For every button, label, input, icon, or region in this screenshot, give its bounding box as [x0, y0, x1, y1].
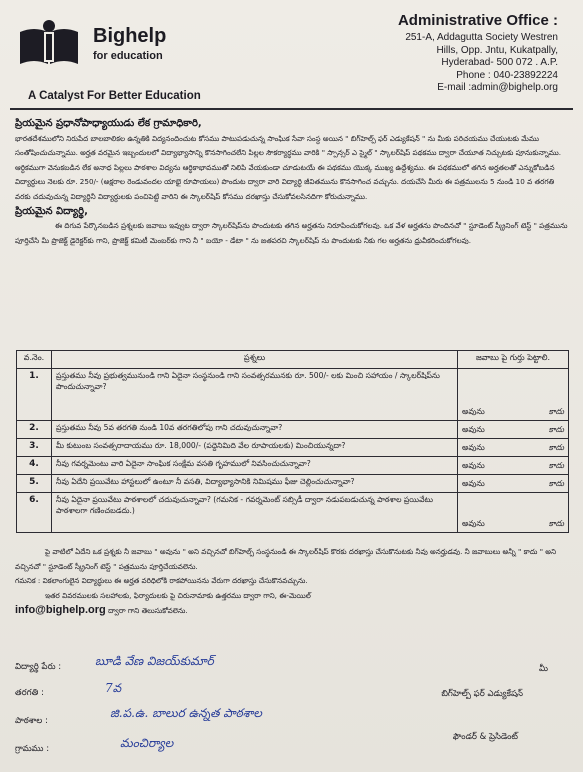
village-field[interactable]: మంచిర్యాల [120, 736, 174, 750]
row-answer [458, 493, 569, 533]
row-number: 3. [17, 439, 52, 457]
row-question: నీవు ఏదైనా ప్రయివేటు పాఠశాలలో చదువుచున్నావా? (గమనిక - గవర్నమెంట్ సబ్సిడీ ద్వారా నడుపబడుచున్న పాఠశాల ప్రయివేటు పాఠశాలగా గణించబడదు.) [52, 493, 458, 533]
contact-note: ఇతర వివరములకు సలహాలకు, ఫిర్యాదులకు పై చిరునామాకు ఉత్తరము ద్వారా గాని, ఈ-మెయిల్ [45, 590, 311, 600]
table-row [17, 369, 569, 421]
address-line: Hills, Opp. Jntu, Kukatpally, [436, 44, 558, 56]
yes-option[interactable]: అవును [462, 425, 485, 434]
brand-block [93, 26, 166, 62]
bighelp-logo-icon [18, 18, 80, 70]
row-number: 5. [17, 475, 52, 493]
table-row [17, 475, 569, 493]
student-name-label: విద్యార్థి పేరు : [15, 662, 62, 672]
student-name-field[interactable]: బూడి వేణ విజయ్‌కుమార్ [95, 654, 214, 668]
intro-body: భారతదేశములోని నిరుపేద బాలబాలికల ఉన్నతికి విద్యనందించుట కోసము పాటుపడుచున్న సాంఘిక సేవా సంస్థ అయిన " బిగ్‌హెల్ప్ ఫర్ ఎడ్యుకేషన్ " ను మీకు పరిచయము చేయుటకు మేము సంతోషించుచున్నాము. అర్హత వరమైన ఇబ్బందులలో విద్యాభ్యాసాన్ని కొనసాగించలేని పిల్లల సౌకర్యార్థము వారికి " స్పాన్సర్ ఎ స్మైల్ " స్కాలర్‌షిప్ పథకము ద్వారా చేయూత నిచ్చుటకు పూనుకున్నాము. ఆర్థికముగా వెనుకబడిన లేక అనాధ పిల్లలు పాఠశాల విద్యను ఆర్థికాభావముతో నిలిపి వేయకుండా చూడుటయే ఈ పథకము యొక్క ముఖ్య ఉద్దేశ్యము. ఈ పథకములో తగిన అర్హతలతో ఎన్నుకోబడిన విద్యార్థులు నెలకు రూ. 250/- (అక్షరాల రెండువందల యాభై రూపాయలు) పొందుట ద్వారా వారి విద్యార్థి జీవితమును కొనసాగించ వచ్చును. దయచేసి మీరు ఈ పత్రములను 5 నుండి 10 వ తరగతి వరకు చదువుచున్న విద్యార్థినీ విద్యార్థులకు పంచిపెట్టి వారిని ఈ స్కాలర్‌షిప్ కోసము దరఖాస్తు చేసుకోవలసినదిగా కోరుచున్నాము. [15, 133, 562, 201]
row-question: ప్రస్తుతము నీవు ప్రభుత్వమునుండి గాని ఏదైనా సంస్థనుండి గాని సంవత్సరమునకు రూ. 500/- లకు మించి సహాయం / స్కాలర్‌షిప్‌ను పొందుచున్నావా? [52, 369, 458, 421]
email-line: E-mail :admin@bighelp.org [437, 82, 558, 93]
address-line: Hyderabad- 500 072 . A.P. [441, 57, 558, 68]
table-row [17, 457, 569, 475]
yes-option[interactable]: అవును [462, 461, 485, 470]
signature-org: బిగ్‌హెల్ప్ ఫర్ ఎడ్యుకేషన్ [441, 689, 523, 699]
instruction-text: ఈ దిగువ పేర్కొనబడిన ప్రశ్నలకు జవాబు ఇవ్వుట ద్వారా స్కాలర్‌షిప్‌ను పొందుటకు తగిన అర్హతను నిరూపించుకోగలవు. ఒక వేళ అర్హతను పొందినచో " స్టూడెంట్ స్క్రీనింగ్ టెస్ట్ " పత్రమును పూర్తిచేసి మీ ప్రొజెక్ట్ డైరెక్టర్‌కు గాని, ప్రొజెక్ట్ కమిటీ మెంబర్‌కు గాని నీ " బయో - డేటా " ను జతపరచి స్కాలర్‌షిప్ ను పొందుటకు నీకు గల అర్హతను ధ్రువీకరించుకోగలవు. [15, 221, 568, 245]
row-answer [458, 439, 569, 457]
class-field[interactable]: 7వ [105, 681, 122, 695]
row-question: ప్రస్తుతము నీవు 5వ తరగతి నుండి 10వ తరగతిలోపు గాని చదువుచున్నావా? [52, 421, 458, 439]
village-label: గ్రామము : [15, 744, 50, 754]
tagline: A Catalyst For Better Education [28, 90, 201, 102]
address-line: 251-A, Addagutta Society Westren [405, 32, 558, 43]
notes-section [15, 545, 571, 619]
table-row [17, 421, 569, 439]
email-tail: ద్వారా గాని తెలుసుకోవలెను. [108, 606, 188, 616]
no-option[interactable]: కాదు [548, 425, 564, 434]
col-answer-header: జవాబు పై గుర్తు పెట్టాలి. [458, 351, 569, 369]
table-row [17, 439, 569, 457]
col-number-header: వ.నెం. [17, 351, 52, 369]
eligibility-note: పై వాటిలో ఏదేని ఒక ప్రశ్నకు నీ జవాబు " అవును " అని వచ్చినచో బిగ్‌హెల్ప్ సంస్థనుండి ఈ స్కాలర్‌షిప్ కొరకు దరఖాస్తు చేసుకొనుటకు నీవు అనర్హుడవు. నీ జవాబులు అన్నీ " కాదు " అని వచ్చినచో " స్టూడెంట్ స్క్రీనింగ్ టెస్ట్ " పత్రమును పూర్తిచేయవలెను. [15, 547, 557, 571]
row-answer [458, 457, 569, 475]
row-answer [458, 475, 569, 493]
row-number: 4. [17, 457, 52, 475]
signature-salutation: మీ [539, 664, 548, 674]
row-number: 1. [17, 369, 52, 421]
brand-subtitle: for education [93, 50, 163, 62]
disability-note: గమనిక : వికలాంగులైన విద్యార్థులు ఈ అర్హత వరిధిలోకి రాకపోయినను వేరుగా దరఖాస్తు చేసుకొనవచ్చును. [15, 576, 308, 586]
no-option[interactable]: కాదు [548, 479, 564, 488]
no-option[interactable]: కాదు [548, 443, 564, 452]
student-greeting: ప్రియమైన విద్యార్థి, [15, 205, 88, 217]
row-answer [458, 421, 569, 439]
no-option[interactable]: కాదు [548, 407, 564, 416]
no-option[interactable]: కాదు [548, 519, 564, 528]
header-divider [10, 108, 573, 110]
yes-option[interactable]: అవును [462, 479, 485, 488]
intro-section [15, 117, 571, 248]
no-option[interactable]: కాదు [548, 461, 564, 470]
row-answer [458, 369, 569, 421]
row-question: మీ కుటుంబ సంవత్సరాదాయము రూ. 18,000/- (పద్దెనిమిది వేల రూపాయలకు) మించియున్నదా? [52, 439, 458, 457]
table-row [17, 493, 569, 533]
table-header-row [17, 351, 569, 369]
school-label: పాఠశాల : [15, 716, 48, 726]
row-number: 2. [17, 421, 52, 439]
col-question-header: ప్రశ్నలు [52, 351, 458, 369]
screening-table [16, 350, 569, 533]
row-question: నీవు గవర్నమెంటు వారి ఏదైనా సాంఘిక సంక్షేమ వసతి గృహములో నివసించుచున్నావా? [52, 457, 458, 475]
row-number: 6. [17, 493, 52, 533]
school-field[interactable]: జి.ప.ఉ. బాలుర ఉన్నత పాఠశాల [110, 706, 262, 720]
class-label: తరగతి : [15, 688, 44, 698]
yes-option[interactable]: అవును [462, 407, 485, 416]
office-address [398, 12, 558, 95]
contact-email-link[interactable]: info@bighelp.org [15, 604, 106, 617]
yes-option[interactable]: అవును [462, 519, 485, 528]
phone-line: Phone : 040-23892224 [456, 69, 558, 81]
office-title: Administrative Office : [397, 12, 558, 29]
row-question: నీవు ఏదేని ప్రయివేటు హాస్టలులో ఉంటూ నీ వసతి, విద్యాభ్యాసానికి నిమిషము ఫీజు చెల్లించుచున్నావా? [52, 475, 458, 493]
salutation: ప్రియమైన ప్రధానోపాధ్యాయుడు లేక గ్రామాధికారి, [15, 118, 202, 129]
email-row [15, 603, 571, 619]
brand-name: Bighelp [93, 25, 167, 47]
yes-option[interactable]: అవును [462, 443, 485, 452]
signature-title: ఫౌండర్ & ప్రెసిడెంట్ [452, 732, 518, 742]
